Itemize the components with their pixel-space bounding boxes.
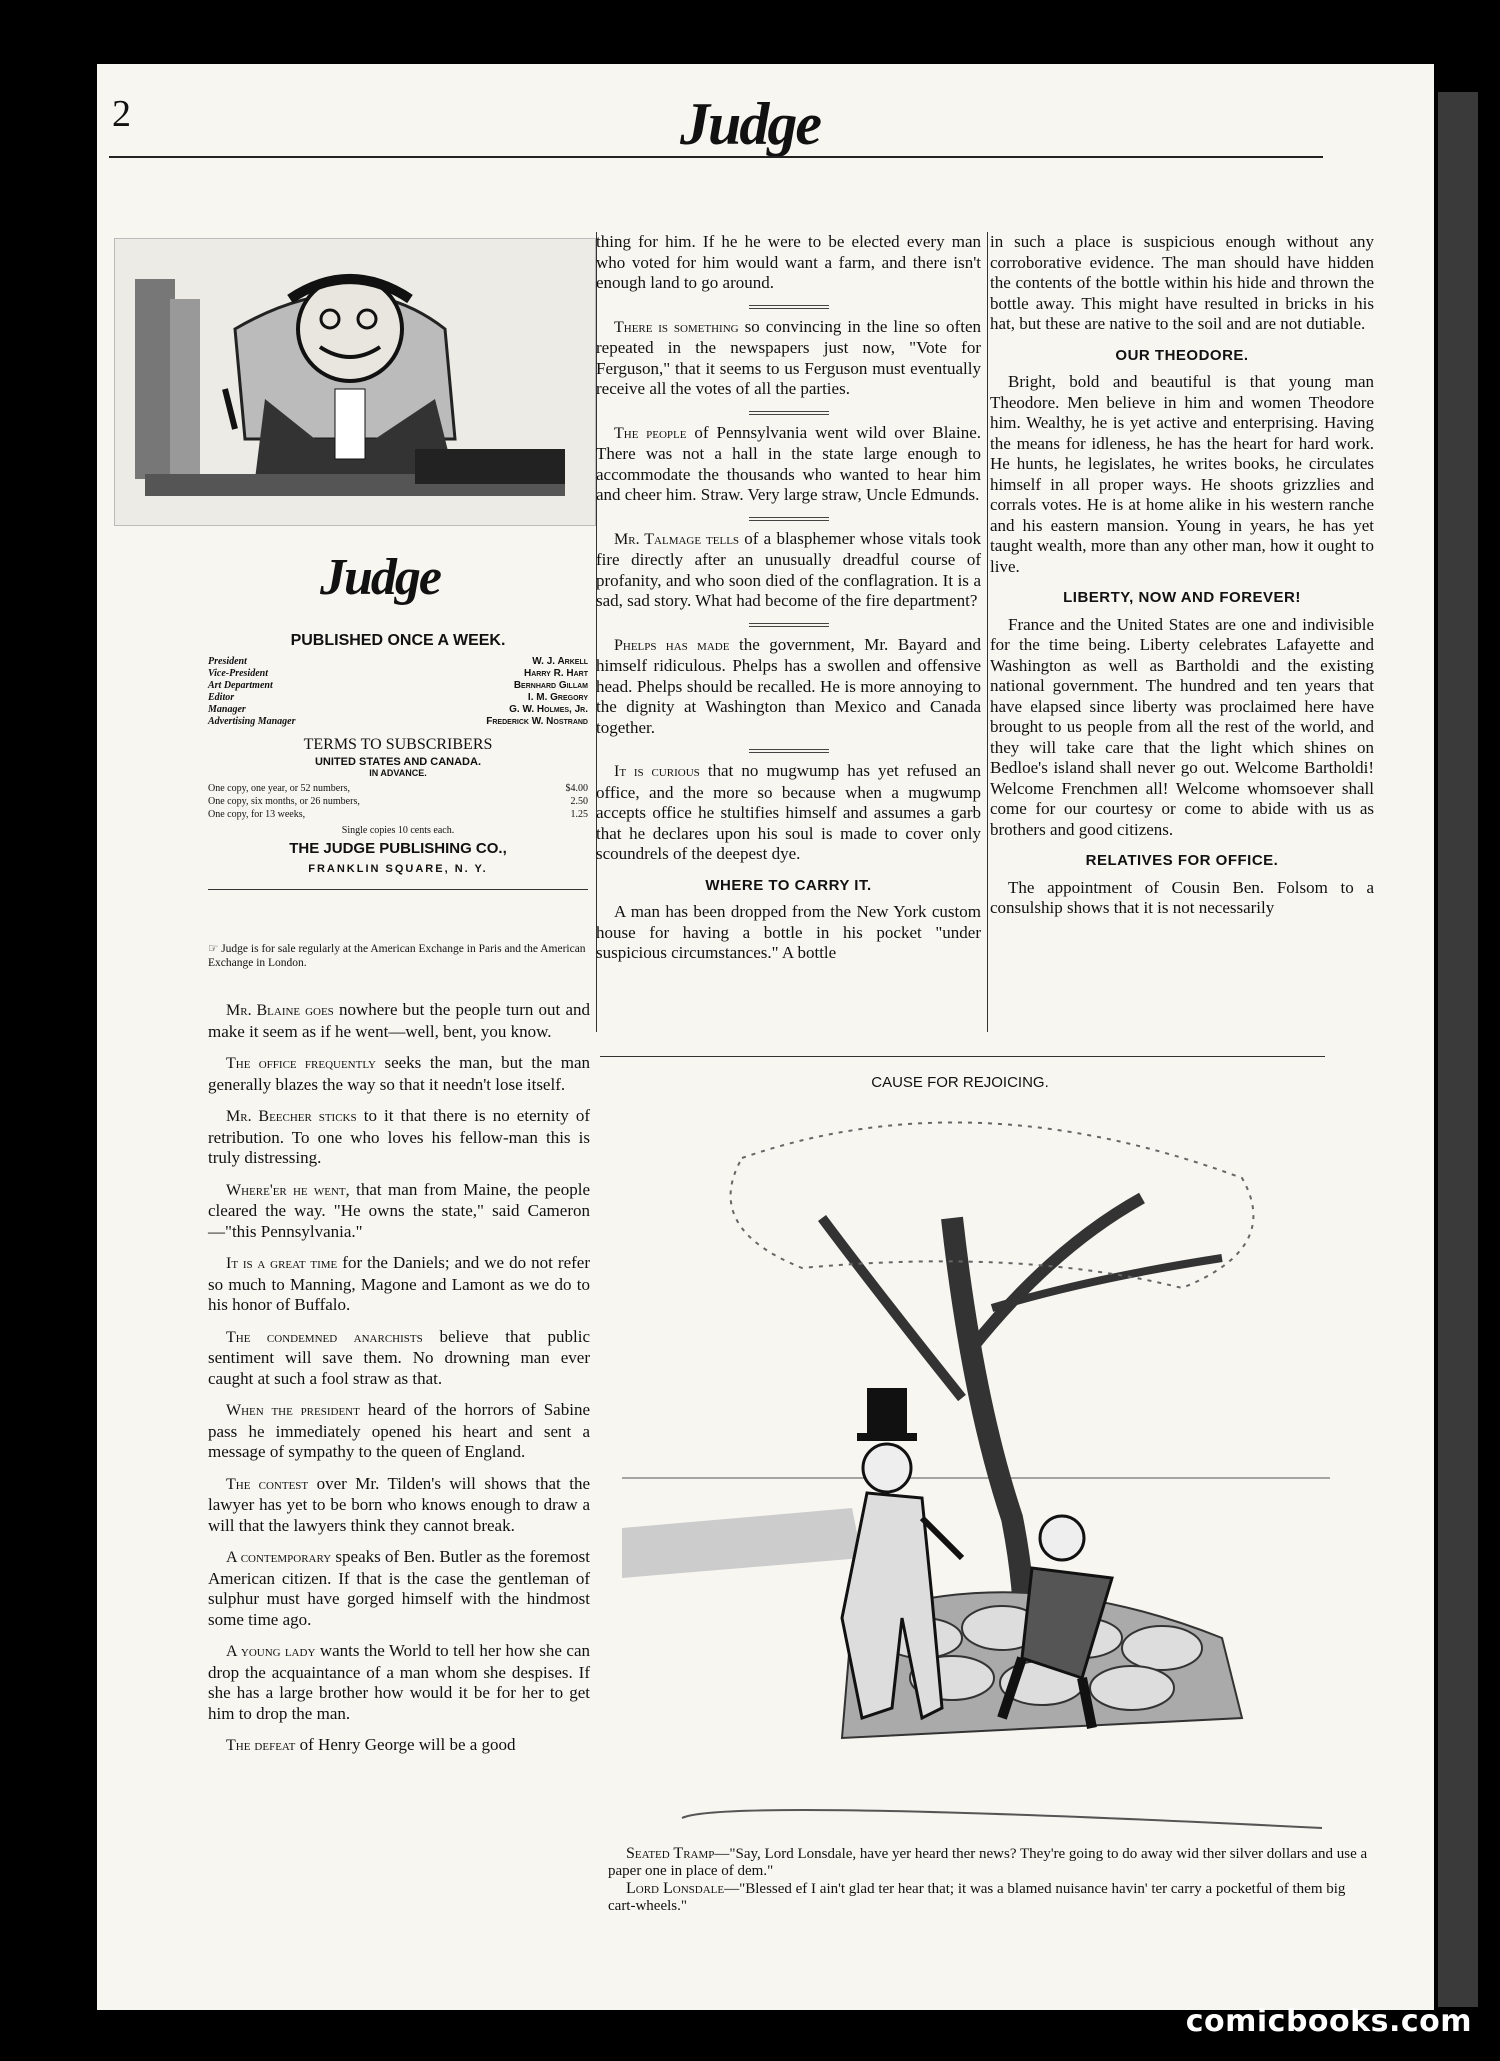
paragraph: It is curious that no mugwump has yet refused an office, and the more so because when a mugwump accepts office he stultifies himself and assumes a garb that he declares upon his soul is made to cover only scoundrels of the deepest dye. bbox=[596, 761, 981, 863]
paragraph: A man has been dropped from the New York custom house for having a bottle in his pocket "under suspicious circumstances." A bottle bbox=[596, 902, 981, 962]
paragraph: Mr. Talmage tells of a blasphemer whose vitals took fire directly after an unusually dreadful course of profanity, and who soon died of the conflagration. It is a sad, sad story. What had become of the fire department? bbox=[596, 528, 982, 610]
paragraph: Mr. Beecher sticks to it that there is no eternity of retribution. To one who loves his fellow-man this is truly distressing. bbox=[208, 1106, 590, 1167]
publisher-address: FRANKLIN SQUARE, N. Y. bbox=[308, 863, 488, 875]
paragraph: The office frequently seeks the man, but the man generally blazes the way so that it needn't lose itself. bbox=[208, 1053, 591, 1094]
binding-edge bbox=[1438, 92, 1478, 2007]
paragraph: There is something so convincing in the line so often repeated in the newspapers just now, "Vote for Ferguson," that it seems to us Ferguson must eventually receive all the votes of all the parties. bbox=[596, 316, 981, 398]
cartoon-caption bbox=[608, 1845, 1368, 1915]
single-copies: Single copies 10 cents each. bbox=[341, 825, 455, 836]
section-heading: WHERE TO CARRY IT. bbox=[705, 876, 872, 894]
paragraph: Where'er he went, that man from Maine, the people cleared the way. "He owns the state," said Cameron—"this Pennsylvania." bbox=[208, 1179, 590, 1241]
column-1 bbox=[208, 1000, 590, 1768]
paragraph: A contemporary speaks of Ben. Butler as the foremost American citizen. If that is the case the gentleman of sulphur must have gorged himself with the hindmost some time ago. bbox=[208, 1547, 590, 1629]
staff-row: President W. J. Arkell bbox=[208, 656, 588, 667]
staff-row: Art Department Bernhard Gillam bbox=[208, 680, 588, 691]
cartoon-rule bbox=[600, 1056, 1325, 1057]
page-number: 2 bbox=[112, 93, 131, 135]
sidebar-rule bbox=[208, 889, 588, 890]
price-row: One copy, for 13 weeks, 1.25 bbox=[208, 809, 588, 820]
paragraph: thing for him. If he he were to be elected every man who voted for him would want a farm, and there isn't enough land to go around. bbox=[596, 232, 981, 292]
section-heading: RELATIVES FOR OFFICE. bbox=[1085, 852, 1279, 869]
paragraph: The contest over Mr. Tilden's will shows that the lawyer has yet to be born who knows enough to draw a will that the lawyers think they cannot break. bbox=[208, 1473, 591, 1535]
terms-region: UNITED STATES AND CANADA. bbox=[314, 756, 481, 768]
caption-line: Seated Tramp—"Say, Lord Lonsdale, have yer heard ther news? They're going to do away wid ther silver dollars and use a paper one in place of dem." bbox=[608, 1845, 1368, 1879]
pointing-hand-icon: ☞ bbox=[208, 943, 219, 955]
divider bbox=[749, 411, 829, 415]
masthead: Judge bbox=[680, 91, 820, 157]
published-weekly: PUBLISHED ONCE A WEEK. bbox=[290, 632, 506, 649]
cartoon-title: CAUSE FOR REJOICING. bbox=[871, 1074, 1049, 1091]
publishing-company: THE JUDGE PUBLISHING CO., bbox=[289, 840, 507, 857]
paragraph: The defeat of Henry George will be a good bbox=[226, 1735, 516, 1754]
cartoon-illustration bbox=[622, 1098, 1330, 1844]
paragraph: The condemned anarchists believe that public sentiment will save them. No drowning man ever caught at such a fool straw as that. bbox=[208, 1326, 591, 1388]
divider bbox=[749, 623, 829, 627]
paragraph: The people of Pennsylvania went wild over Blaine. There was not a hall in the state large enough to accommodate the thousands who wanted to hear him and cheer him. Straw. Very large straw, Uncle Edmunds. bbox=[596, 422, 981, 504]
paragraph: When the president heard of the horrors of Sabine pass he immediately opened his heart and sent a message of sympathy to the queen of England. bbox=[208, 1400, 590, 1461]
staff-list bbox=[208, 656, 588, 728]
judge-illustration bbox=[114, 238, 596, 526]
terms-title: TERMS TO SUBSCRIBERS bbox=[303, 736, 493, 753]
paragraph: The appointment of Cousin Ben. Folsom to a consulship shows that it is not necessarily bbox=[990, 877, 1374, 917]
paragraph: Bright, bold and beautiful is that young man Theodore. Men believe in him and women Theodore him. Wealthy, he is yet active and enterprising. Having the means for idleness, he has the heart for hard work. He hunts, he legislates, he writes books, he circulates himself in all proper ways. He shoots grizzlies and corrals votes. He is at home alike in his western ranche and his eastern mansion. Young in years, he has yet taught wealth, more than any other man, how it ought to live. bbox=[990, 372, 1374, 576]
section-heading: OUR THEODORE. bbox=[1115, 346, 1249, 364]
watermark: comicbooks.com bbox=[1185, 2004, 1472, 2039]
paragraph: in such a place is suspicious enough without any corroborative evidence. The man should have hidden the contents of the bottle within his hide and thrown the bottle away. This might have resulted in bricks in his hat, but these are native to the soil and are not dutiable. bbox=[990, 232, 1374, 333]
paragraph: France and the United States are one and indivisible for the time being. Liberty celebrates Lafayette and Washington as well as Bartholdi and the existing national government. The hundred and ten years that have elapsed since liberty was proclaimed here have brought to us people from all the rest of the world, and they will take care that the light which shines on Bedloe's island shall never go out. Welcome Bartholdi! Welcome Frenchmen all! Welcome whomsoever shall come for our courtesy or come to abide with us as brothers and good citizens. bbox=[990, 614, 1374, 839]
caption-line: Lord Lonsdale—"Blessed ef I ain't glad ter hear that; it was a blamed nuisance havin' ter carry a pocketful of them big cart-wheels." bbox=[608, 1880, 1346, 1914]
divider bbox=[749, 517, 829, 521]
divider bbox=[749, 749, 829, 753]
paragraph: A young lady wants the World to tell her how she can drop the acquaintance of a man whom she despises. If she has a large brother how would it be for her to get him to drop the man. bbox=[208, 1641, 590, 1723]
divider bbox=[749, 305, 829, 309]
sidebar-logo: Judge bbox=[320, 549, 440, 606]
price-row: One copy, six months, or 26 numbers, 2.50 bbox=[208, 796, 588, 807]
staff-row: Editor I. M. Gregory bbox=[208, 692, 588, 703]
sale-notice: ☞ Judge is for sale regularly at the American Exchange in Paris and the American Exchange in London. bbox=[208, 943, 586, 969]
column-3 bbox=[990, 232, 1374, 930]
terms-advance: IN ADVANCE. bbox=[369, 768, 427, 778]
column-rule-2 bbox=[987, 232, 988, 1032]
column-2 bbox=[596, 232, 981, 975]
publisher-box bbox=[208, 632, 588, 890]
section-heading: LIBERTY, NOW AND FOREVER! bbox=[1063, 589, 1301, 606]
price-row: One copy, one year, or 52 numbers, $4.00 bbox=[208, 783, 588, 794]
header-rule bbox=[109, 156, 1323, 158]
price-list bbox=[208, 782, 588, 821]
paragraph: Mr. Blaine goes nowhere but the people turn out and make it seem as if he went—well, bent, you know. bbox=[208, 1000, 590, 1041]
paragraph: Phelps has made the government, Mr. Bayard and himself ridiculous. Phelps has a swollen and offensive head. Phelps should be recalled. He is more annoying to the dignity at Washington than Mexico and Canada together. bbox=[596, 634, 981, 737]
paragraph: It is a great time for the Daniels; and we do not refer so much to Manning, Magone and Lamont as we do to his honor of Buffalo. bbox=[208, 1253, 590, 1314]
staff-row: Vice-President Harry R. Hart bbox=[208, 668, 588, 679]
staff-row: Advertising Manager Frederick W. Nostrand bbox=[208, 716, 588, 727]
staff-row: Manager G. W. Holmes, Jr. bbox=[208, 704, 588, 715]
